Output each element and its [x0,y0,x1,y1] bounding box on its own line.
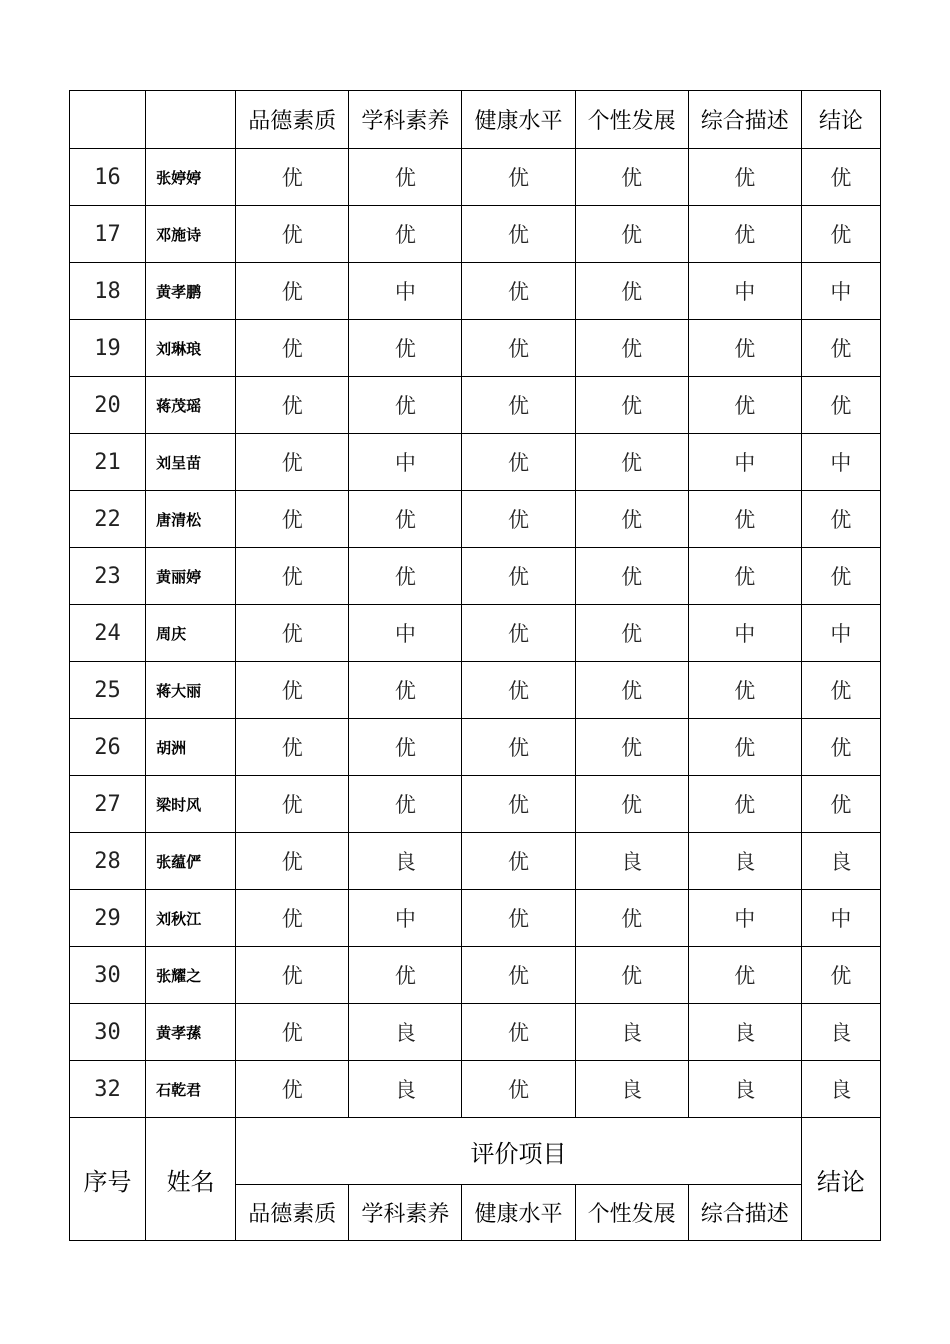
header-item-academic: 学科素养 [349,91,462,149]
grade-academic: 优 [349,320,462,377]
table-row [70,491,881,548]
row-number: 21 [70,434,146,491]
table-body [70,91,881,1241]
grade-personality: 优 [575,548,688,605]
grade-moral: 优 [236,434,349,491]
student-name: 黄孝鹏 [146,263,236,320]
result-cell: 中 [801,605,880,662]
footer-num-label: 序号 [70,1118,146,1241]
table-row [70,605,881,662]
student-name: 张耀之 [146,947,236,1004]
result-cell: 良 [801,1004,880,1061]
grade-health: 优 [462,149,575,206]
grade-moral: 优 [236,1061,349,1118]
table-row [70,1061,881,1118]
result-cell: 中 [801,434,880,491]
grade-personality: 优 [575,662,688,719]
student-name: 刘秋江 [146,890,236,947]
grade-moral: 优 [236,947,349,1004]
grade-personality: 优 [575,947,688,1004]
header-row [70,91,881,149]
result-cell: 优 [801,377,880,434]
grade-personality: 良 [575,833,688,890]
result-cell: 优 [801,947,880,1004]
grade-overall: 中 [688,605,801,662]
grade-moral: 优 [236,548,349,605]
grade-overall: 中 [688,890,801,947]
grade-academic: 中 [349,605,462,662]
student-name: 张蕴俨 [146,833,236,890]
grade-moral: 优 [236,890,349,947]
grade-moral: 优 [236,1004,349,1061]
grade-personality: 优 [575,206,688,263]
grade-overall: 良 [688,1061,801,1118]
row-number: 19 [70,320,146,377]
result-cell: 优 [801,491,880,548]
result-cell: 良 [801,833,880,890]
table-row [70,833,881,890]
grade-academic: 优 [349,776,462,833]
row-number: 20 [70,377,146,434]
grade-overall: 优 [688,548,801,605]
grade-overall: 优 [688,947,801,1004]
evaluation-table [69,90,881,1241]
grade-moral: 优 [236,491,349,548]
footer-group-label: 评价项目 [236,1118,802,1185]
student-name: 黄丽婷 [146,548,236,605]
row-number: 32 [70,1061,146,1118]
table-row [70,947,881,1004]
grade-overall: 优 [688,149,801,206]
student-name: 刘琳琅 [146,320,236,377]
footer-item-academic: 学科素养 [349,1185,462,1241]
student-name: 石乾君 [146,1061,236,1118]
grade-personality: 良 [575,1004,688,1061]
student-name: 周庆 [146,605,236,662]
grade-overall: 中 [688,263,801,320]
header-result: 结论 [801,91,880,149]
grade-personality: 优 [575,434,688,491]
header-name-cell [146,91,236,149]
footer-item-personality: 个性发展 [575,1185,688,1241]
result-cell: 良 [801,1061,880,1118]
grade-health: 优 [462,1061,575,1118]
grade-academic: 优 [349,206,462,263]
result-cell: 优 [801,548,880,605]
grade-overall: 优 [688,206,801,263]
table-row [70,548,881,605]
grade-moral: 优 [236,605,349,662]
table-row [70,377,881,434]
row-number: 26 [70,719,146,776]
grade-personality: 优 [575,776,688,833]
grade-moral: 优 [236,776,349,833]
row-number: 30 [70,1004,146,1061]
grade-overall: 良 [688,833,801,890]
footer-name-label: 姓名 [146,1118,236,1241]
grade-moral: 优 [236,662,349,719]
grade-overall: 优 [688,662,801,719]
header-num-cell [70,91,146,149]
row-number: 23 [70,548,146,605]
table-row [70,1004,881,1061]
table-row [70,719,881,776]
grade-health: 优 [462,548,575,605]
grade-personality: 优 [575,320,688,377]
header-item-moral: 品德素质 [236,91,349,149]
grade-health: 优 [462,719,575,776]
row-number: 27 [70,776,146,833]
grade-personality: 优 [575,149,688,206]
grade-personality: 优 [575,605,688,662]
grade-health: 优 [462,890,575,947]
grade-overall: 优 [688,776,801,833]
grade-personality: 良 [575,1061,688,1118]
grade-overall: 优 [688,719,801,776]
student-name: 黄孝蓀 [146,1004,236,1061]
grade-overall: 良 [688,1004,801,1061]
row-number: 30 [70,947,146,1004]
grade-overall: 优 [688,377,801,434]
student-name: 蒋茂瑶 [146,377,236,434]
result-cell: 优 [801,776,880,833]
footer-item-health: 健康水平 [462,1185,575,1241]
grade-health: 优 [462,605,575,662]
grade-moral: 优 [236,263,349,320]
result-cell: 中 [801,263,880,320]
row-number: 22 [70,491,146,548]
row-number: 29 [70,890,146,947]
grade-health: 优 [462,434,575,491]
grade-academic: 优 [349,548,462,605]
header-item-health: 健康水平 [462,91,575,149]
grade-personality: 优 [575,377,688,434]
grade-health: 优 [462,320,575,377]
grade-academic: 优 [349,662,462,719]
grade-moral: 优 [236,377,349,434]
grade-personality: 优 [575,890,688,947]
grade-academic: 良 [349,833,462,890]
footer-row-top [70,1118,881,1185]
result-cell: 优 [801,662,880,719]
table-row [70,320,881,377]
grade-academic: 优 [349,947,462,1004]
student-name: 蒋大丽 [146,662,236,719]
grade-moral: 优 [236,719,349,776]
result-cell: 优 [801,206,880,263]
grade-moral: 优 [236,149,349,206]
grade-health: 优 [462,263,575,320]
row-number: 25 [70,662,146,719]
row-number: 28 [70,833,146,890]
student-name: 唐清松 [146,491,236,548]
grade-health: 优 [462,377,575,434]
grade-personality: 优 [575,491,688,548]
grade-overall: 中 [688,434,801,491]
grade-academic: 优 [349,719,462,776]
grade-academic: 优 [349,377,462,434]
result-cell: 中 [801,890,880,947]
grade-academic: 良 [349,1004,462,1061]
grade-moral: 优 [236,320,349,377]
header-item-personality: 个性发展 [575,91,688,149]
footer-item-overall: 综合描述 [688,1185,801,1241]
header-item-overall: 综合描述 [688,91,801,149]
student-name: 邓施诗 [146,206,236,263]
grade-academic: 中 [349,434,462,491]
grade-health: 优 [462,776,575,833]
grade-health: 优 [462,662,575,719]
table-row [70,263,881,320]
row-number: 17 [70,206,146,263]
grade-academic: 良 [349,1061,462,1118]
table-row [70,890,881,947]
result-cell: 优 [801,719,880,776]
grade-academic: 中 [349,890,462,947]
result-cell: 优 [801,149,880,206]
grade-health: 优 [462,1004,575,1061]
grade-health: 优 [462,206,575,263]
grade-health: 优 [462,833,575,890]
footer-item-moral: 品德素质 [236,1185,349,1241]
grade-academic: 优 [349,491,462,548]
grade-health: 优 [462,491,575,548]
grade-academic: 优 [349,149,462,206]
grade-health: 优 [462,947,575,1004]
student-name: 刘呈苗 [146,434,236,491]
grade-overall: 优 [688,491,801,548]
table-row [70,434,881,491]
footer-result-label: 结论 [801,1118,880,1241]
student-name: 张婷婷 [146,149,236,206]
table-row [70,149,881,206]
grade-personality: 优 [575,719,688,776]
grade-moral: 优 [236,206,349,263]
student-name: 胡洲 [146,719,236,776]
grade-moral: 优 [236,833,349,890]
student-name: 梁时风 [146,776,236,833]
table-row [70,662,881,719]
grade-overall: 优 [688,320,801,377]
grade-academic: 中 [349,263,462,320]
row-number: 16 [70,149,146,206]
table-row [70,206,881,263]
row-number: 24 [70,605,146,662]
table-row [70,776,881,833]
grade-personality: 优 [575,263,688,320]
result-cell: 优 [801,320,880,377]
row-number: 18 [70,263,146,320]
